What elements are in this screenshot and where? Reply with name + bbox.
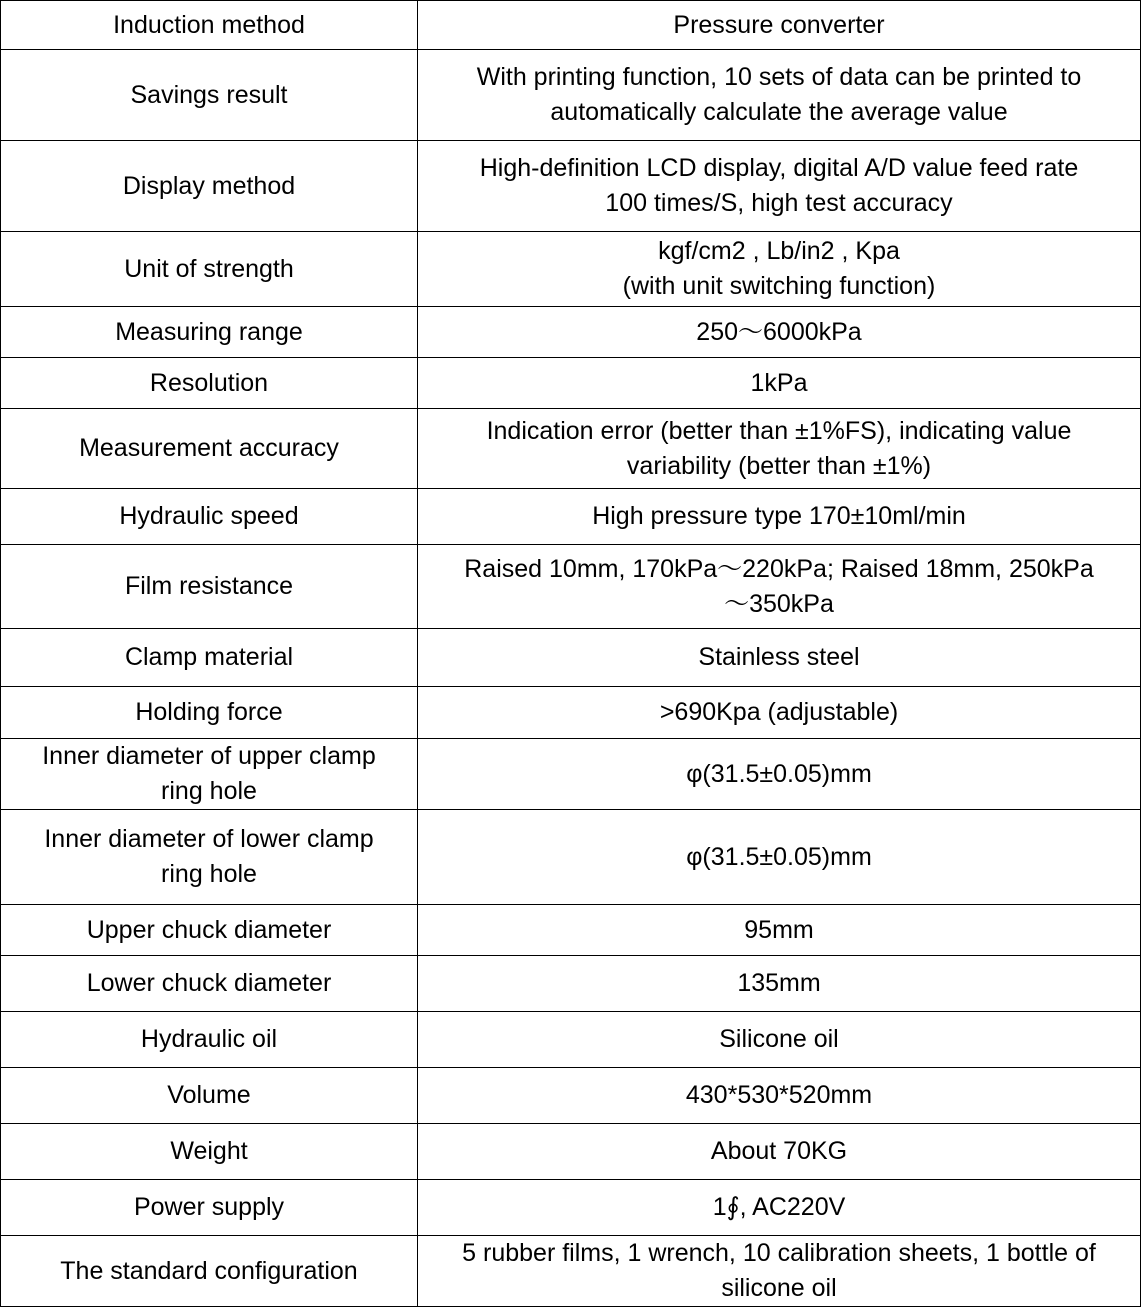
spec-label: Unit of strength <box>1 232 418 307</box>
spec-value: 1kPa <box>418 358 1141 409</box>
table-row <box>1 358 1141 409</box>
spec-value: With printing function, 10 sets of data can be printed to automatically calculate the average value <box>418 50 1141 141</box>
spec-value: Indication error (better than ±1%FS), indicating value variability (better than ±1%) <box>418 409 1141 489</box>
spec-value: High-definition LCD display, digital A/D value feed rate 100 times/S, high test accuracy <box>418 141 1141 232</box>
spec-label: Measuring range <box>1 307 418 358</box>
spec-label: Measurement accuracy <box>1 409 418 489</box>
table-row <box>1 1012 1141 1068</box>
table-row <box>1 545 1141 629</box>
spec-label: Hydraulic speed <box>1 489 418 545</box>
spec-label: Induction method <box>1 1 418 50</box>
spec-label: Display method <box>1 141 418 232</box>
spec-label: Savings result <box>1 50 418 141</box>
table-row <box>1 1124 1141 1180</box>
table-row <box>1 409 1141 489</box>
table-row <box>1 810 1141 905</box>
spec-value: 430*530*520mm <box>418 1068 1141 1124</box>
spec-value: 135mm <box>418 956 1141 1012</box>
table-row <box>1 50 1141 141</box>
spec-label: Volume <box>1 1068 418 1124</box>
spec-value: φ(31.5±0.05)mm <box>418 810 1141 905</box>
table-row <box>1 1068 1141 1124</box>
table-row <box>1 739 1141 810</box>
table-row <box>1 1180 1141 1236</box>
spec-value: >690Kpa (adjustable) <box>418 687 1141 739</box>
spec-label: Holding force <box>1 687 418 739</box>
spec-label: Hydraulic oil <box>1 1012 418 1068</box>
spec-label: The standard configuration <box>1 1236 418 1307</box>
spec-value: Pressure converter <box>418 1 1141 50</box>
spec-value: Stainless steel <box>418 629 1141 687</box>
spec-label: Lower chuck diameter <box>1 956 418 1012</box>
spec-value: kgf/cm2 , Lb/in2 , Kpa (with unit switching function) <box>418 232 1141 307</box>
spec-label: Film resistance <box>1 545 418 629</box>
spec-value: 250～6000kPa <box>418 307 1141 358</box>
table-row <box>1 687 1141 739</box>
spec-value: About 70KG <box>418 1124 1141 1180</box>
spec-label: Upper chuck diameter <box>1 905 418 956</box>
spec-value: High pressure type 170±10ml/min <box>418 489 1141 545</box>
spec-value: 1∮, AC220V <box>418 1180 1141 1236</box>
spec-value: 5 rubber films, 1 wrench, 10 calibration sheets, 1 bottle of silicone oil <box>418 1236 1141 1307</box>
table-row <box>1 232 1141 307</box>
spec-label: Inner diameter of lower clamp ring hole <box>1 810 418 905</box>
spec-label: Power supply <box>1 1180 418 1236</box>
table-row <box>1 956 1141 1012</box>
table-row <box>1 1236 1141 1307</box>
table-row <box>1 629 1141 687</box>
spec-label: Inner diameter of upper clamp ring hole <box>1 739 418 810</box>
table-row <box>1 489 1141 545</box>
table-row <box>1 1 1141 50</box>
table-row <box>1 307 1141 358</box>
spec-value: Silicone oil <box>418 1012 1141 1068</box>
table-row <box>1 141 1141 232</box>
spec-value: φ(31.5±0.05)mm <box>418 739 1141 810</box>
spec-label: Resolution <box>1 358 418 409</box>
spec-label: Weight <box>1 1124 418 1180</box>
table-row <box>1 905 1141 956</box>
spec-label: Clamp material <box>1 629 418 687</box>
spec-value: Raised 10mm, 170kPa～220kPa; Raised 18mm, 250kPa ～350kPa <box>418 545 1141 629</box>
spec-value: 95mm <box>418 905 1141 956</box>
